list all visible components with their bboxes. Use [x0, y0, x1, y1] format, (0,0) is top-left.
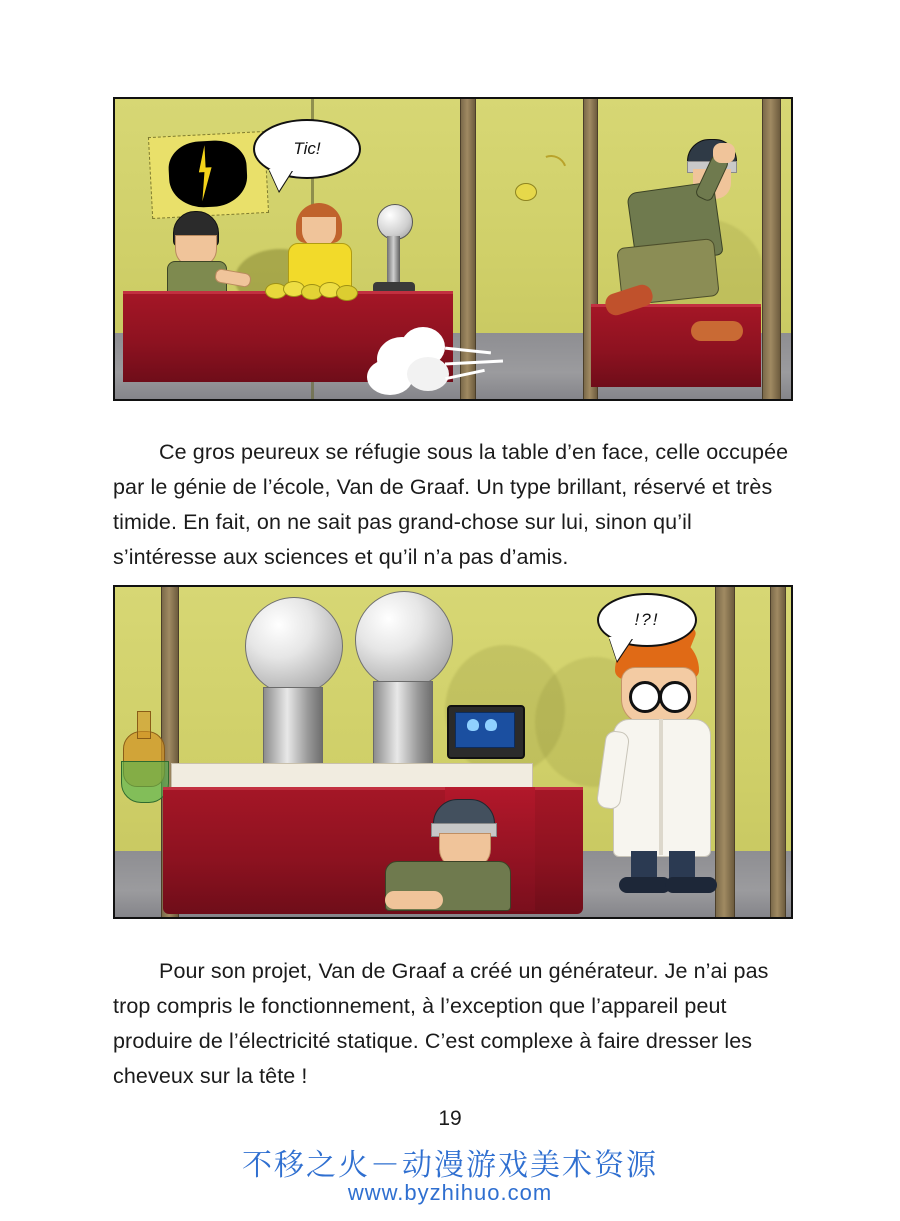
- body-paragraph-1: Ce gros peureux se réfugie sous la table d’en face, celle occupée par le génie de l’école, Van de Graaf. Un type brillant, réservé et très timide. En fait, on ne sait pas grand-chose sur lui, sinon qu’il s’intéresse aux sciences et qu’il n’a pas d’amis.: [113, 439, 789, 569]
- generator-sphere-left: [245, 597, 343, 695]
- lightning-poster: [148, 131, 269, 219]
- speech-bubble-text: !?!: [634, 610, 660, 629]
- wooden-post: [762, 99, 781, 399]
- character-hiding-boy: [385, 799, 525, 909]
- character-running-boy: [595, 139, 755, 339]
- smoke-puff: [367, 327, 457, 397]
- wooden-post: [460, 99, 476, 399]
- comic-panel-top: [113, 97, 793, 401]
- speech-bubble-exclamation: [597, 593, 697, 647]
- glasses-left: [629, 681, 661, 713]
- metal-sphere-small: [377, 204, 413, 240]
- page-number: 19: [438, 1107, 462, 1130]
- flying-lemon: [515, 183, 537, 201]
- speech-bubble-tic: [253, 119, 361, 179]
- generator-column-right: [373, 681, 433, 773]
- wooden-post: [770, 587, 786, 917]
- glasses-right: [659, 681, 691, 713]
- lemons-row: [265, 281, 357, 297]
- glassware: [119, 703, 171, 799]
- speech-bubble-text: Tic!: [293, 139, 321, 158]
- watermark-line-1: 不移之火－动漫游戏美术资源: [242, 1149, 658, 1182]
- generator-column-left: [263, 687, 323, 773]
- body-paragraph-2: Pour son projet, Van de Graaf a créé un générateur. Je n’ai pas trop compris le fonctionnement, à l’exception que l’appareil peut produire de l’électricité statique. C’est complexe à faire dresser les cheveux sur la tête !: [113, 958, 769, 1088]
- character-van-de-graaf: [585, 635, 745, 905]
- apparatus-stand: [387, 236, 400, 284]
- comic-panel-bottom: [113, 585, 793, 919]
- watermark-line-2: www.byzhihuo.com: [347, 1180, 553, 1205]
- generator-sphere-right: [355, 591, 453, 689]
- laptop: [447, 705, 521, 763]
